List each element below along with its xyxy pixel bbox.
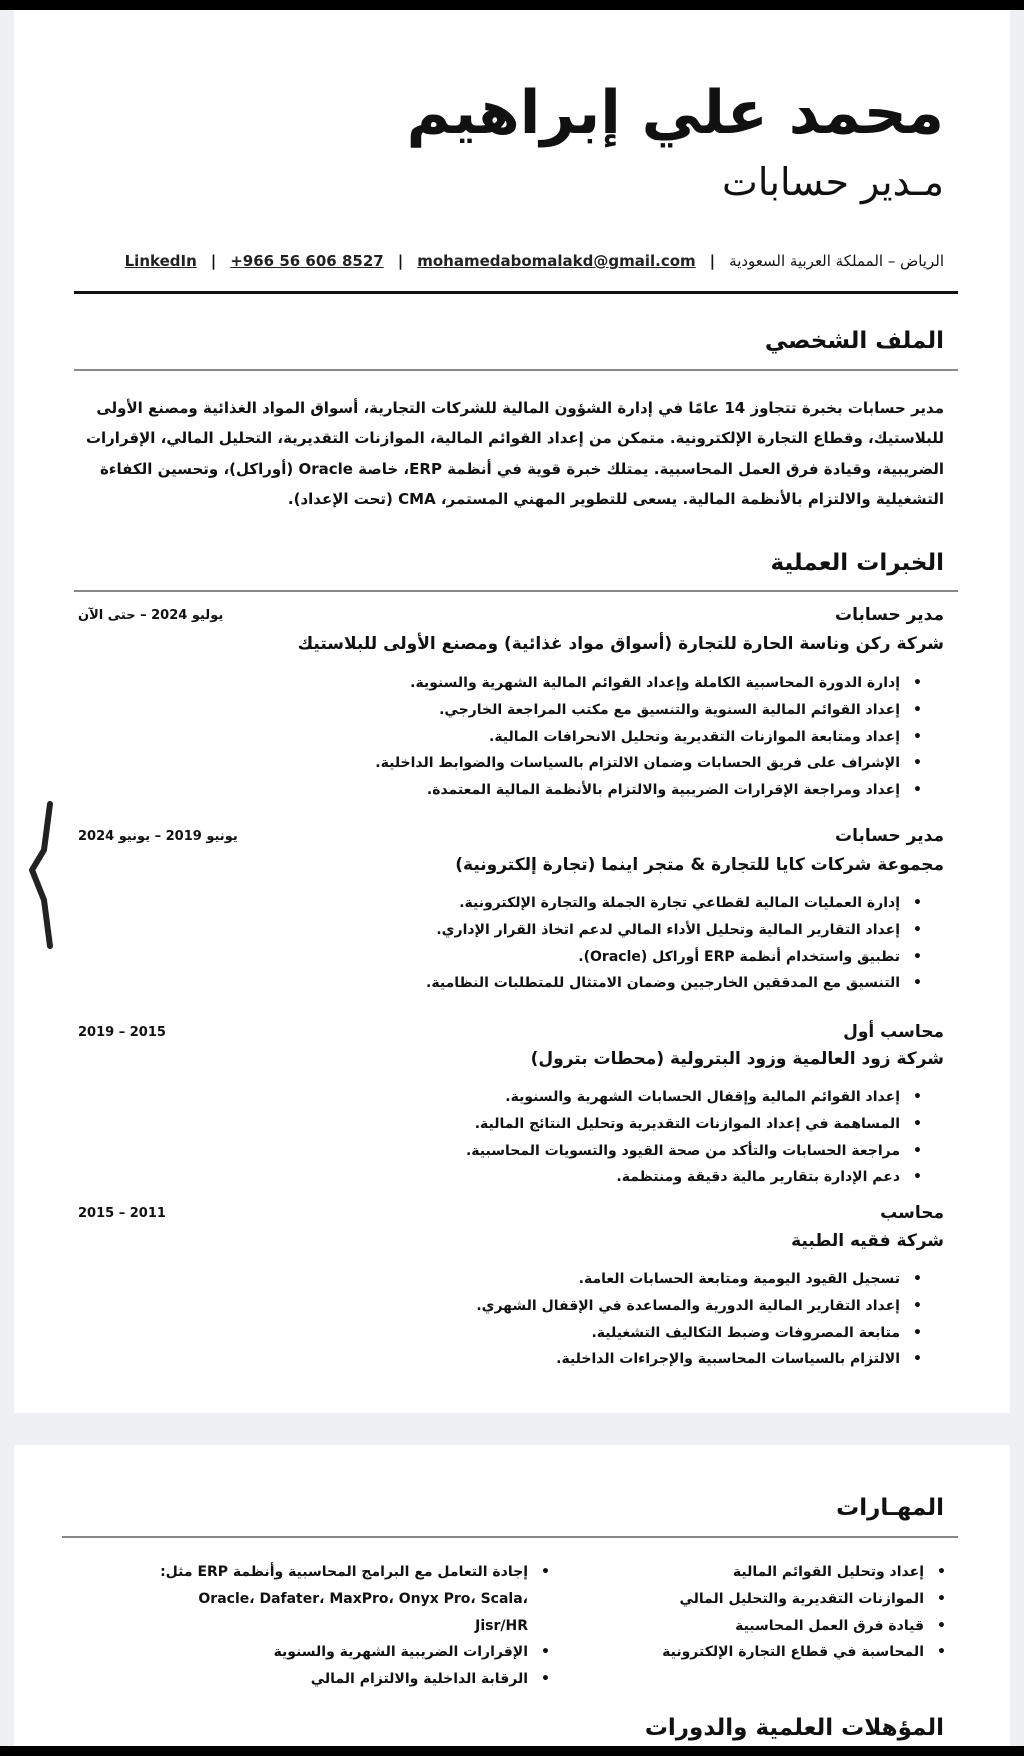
erp-list: Oracle، Dafater، MaxPro، Onyx Pro، Scala، bbox=[198, 1590, 528, 1607]
job-title: مدير حسابات bbox=[834, 826, 944, 846]
list-item: • تطبيق واستخدام أنظمة ERP أوراكل (Oracle). bbox=[426, 944, 922, 971]
section-divider bbox=[74, 590, 958, 592]
resume-page-1 bbox=[14, 10, 1010, 1413]
separator: | bbox=[709, 252, 716, 270]
education-heading: المؤهلات العلمية والدورات bbox=[644, 1715, 944, 1741]
list-item: • دعم الإدارة بتقارير مالية دقيقة ومنتظمة. bbox=[466, 1164, 922, 1191]
list-item: • إعداد القوائم المالية وإقفال الحسابات الشهرية والسنوية. bbox=[466, 1084, 922, 1111]
profile-text: مدير حسابات بخبرة تتجاوز 14 عامًا في إدارة الشؤون المالية للشركات التجارية، أسواق المواد الغذائية ومصنع الأولى للبلاستيك، وقطاع التجارة الإلكترونية. متمكن من إعداد القوائم المالية، الموازنات التقديرية، التحليل المالي، الإقرارات الضريبية، وقيادة فرق العمل المحاسبية. يمتلك خبرة قوية في أنظمة ERP، خاصة Oracle (أوراكل)، وتحسين الكفاءة التشغيلية والالتزام بالأنظمة المالية. يسعى للتطوير المهني المستمر، CMA (تحت الإعداد). bbox=[85, 399, 944, 508]
list-item: • تسجيل القيود اليومية ومتابعة الحسابات العامة. bbox=[476, 1266, 922, 1293]
erp-list: Jisr/HR bbox=[475, 1617, 528, 1634]
list-item: • إعداد التقارير المالية وتحليل الأداء المالي لدعم اتخاذ القرار الإداري. bbox=[426, 917, 922, 944]
list-item: • إعداد القوائم المالية السنوية والتنسيق مع مكتب المراجعة الخارجي. bbox=[375, 697, 922, 724]
job-date: يوليو 2024 – حتى الآن bbox=[78, 608, 224, 623]
separator: | bbox=[210, 252, 217, 270]
skills-heading: المهـارات bbox=[836, 1495, 944, 1521]
company-name: شركة زود العالمية وزود البترولية (محطات بترول) bbox=[530, 1049, 944, 1069]
location: الرياض – المملكة العربية السعودية bbox=[729, 252, 944, 270]
list-item: • إعداد التقارير المالية الدورية والمساعدة في الإقفال الشهري. bbox=[476, 1293, 922, 1320]
job-bullets bbox=[476, 1266, 922, 1373]
bottom-bar bbox=[0, 1746, 1024, 1756]
list-item: • مراجعة الحسابات والتأكد من صحة القيود والتسويات المحاسبية. bbox=[466, 1138, 922, 1165]
skills-list-right bbox=[662, 1559, 946, 1666]
skill-item: • إعداد وتحليل القوائم المالية bbox=[662, 1559, 946, 1586]
resume-page-2 bbox=[14, 1445, 1010, 1746]
job-date: يونيو 2019 – يونيو 2024 bbox=[78, 829, 238, 844]
back-gesture-indicator[interactable] bbox=[24, 800, 64, 950]
linkedin-link[interactable]: LinkedIn bbox=[124, 252, 197, 270]
list-item: • إدارة الدورة المحاسبية الكاملة وإعداد القوائم المالية الشهرية والسنوية. bbox=[375, 670, 922, 697]
section-divider bbox=[62, 1536, 958, 1538]
candidate-name: محمد علي إبراهيم bbox=[406, 78, 944, 148]
job-date: 2011 – 2015 bbox=[78, 1206, 166, 1221]
email-link[interactable]: mohamedabomalakd@gmail.com bbox=[417, 252, 696, 270]
profile-heading: الملف الشخصي bbox=[764, 328, 944, 354]
skill-item: • قيادة فرق العمل المحاسبية bbox=[662, 1613, 946, 1640]
skill-item: • الموازنات التقديرية والتحليل المالي bbox=[662, 1586, 946, 1613]
company-name: شركة ركن وناسة الحارة للتجارة (أسواق مواد غذائية) ومصنع الأولى للبلاستيك bbox=[297, 634, 944, 654]
list-item: • التنسيق مع المدققين الخارجيين وضمان الامتثال للمتطلبات النظامية. bbox=[426, 970, 922, 997]
skill-item: • المحاسبة في قطاع التجارة الإلكترونية bbox=[662, 1639, 946, 1666]
job-bullets bbox=[466, 1084, 922, 1191]
job-title: محاسب bbox=[880, 1203, 944, 1223]
section-divider bbox=[74, 369, 958, 371]
skill-item bbox=[160, 1559, 550, 1639]
list-item: • متابعة المصروفات وضبط التكاليف التشغيلية. bbox=[476, 1320, 922, 1347]
top-bar bbox=[0, 0, 1024, 10]
header-divider bbox=[74, 291, 958, 294]
skills-list-left bbox=[160, 1559, 550, 1693]
job-bullets bbox=[375, 670, 922, 804]
list-item: • إعداد ومتابعة الموازنات التقديرية وتحليل الانحرافات المالية. bbox=[375, 724, 922, 751]
separator: | bbox=[397, 252, 404, 270]
experience-heading: الخبرات العملية bbox=[770, 550, 944, 576]
skill-item: • الإقرارات الضريبية الشهرية والسنوية bbox=[160, 1639, 550, 1666]
skill-text: إجادة التعامل مع البرامج المحاسبية وأنظمة ERP مثل: bbox=[160, 1564, 528, 1580]
list-item: • الإشراف على فريق الحسابات وضمان الالتزام بالسياسات والضوابط الداخلية. bbox=[375, 750, 922, 777]
job-title: محاسب أول bbox=[843, 1022, 944, 1042]
contact-line bbox=[125, 252, 944, 270]
job-date: 2015 – 2019 bbox=[78, 1025, 166, 1040]
job-title: مدير حسابات bbox=[834, 605, 944, 625]
phone-link[interactable]: +966 56 606 8527 bbox=[230, 252, 384, 270]
list-item: • إدارة العمليات المالية لقطاعي تجارة الجملة والتجارة الإلكترونية. bbox=[426, 890, 922, 917]
job-bullets bbox=[426, 890, 922, 997]
list-item: • المساهمة في إعداد الموازنات التقديرية وتحليل النتائج المالية. bbox=[466, 1111, 922, 1138]
candidate-role: مـدير حسابات bbox=[722, 160, 944, 204]
company-name: مجموعة شركات كايا للتجارة & متجر اينما (تجارة إلكترونية) bbox=[455, 855, 944, 875]
list-item: • إعداد ومراجعة الإقرارات الضريبية والالتزام بالأنظمة المالية المعتمدة. bbox=[375, 777, 922, 804]
list-item: • الالتزام بالسياسات المحاسبية والإجراءات الداخلية. bbox=[476, 1346, 922, 1373]
skill-item: • الرقابة الداخلية والالتزام المالي bbox=[160, 1666, 550, 1693]
company-name: شركة فقيه الطبية bbox=[791, 1231, 944, 1251]
